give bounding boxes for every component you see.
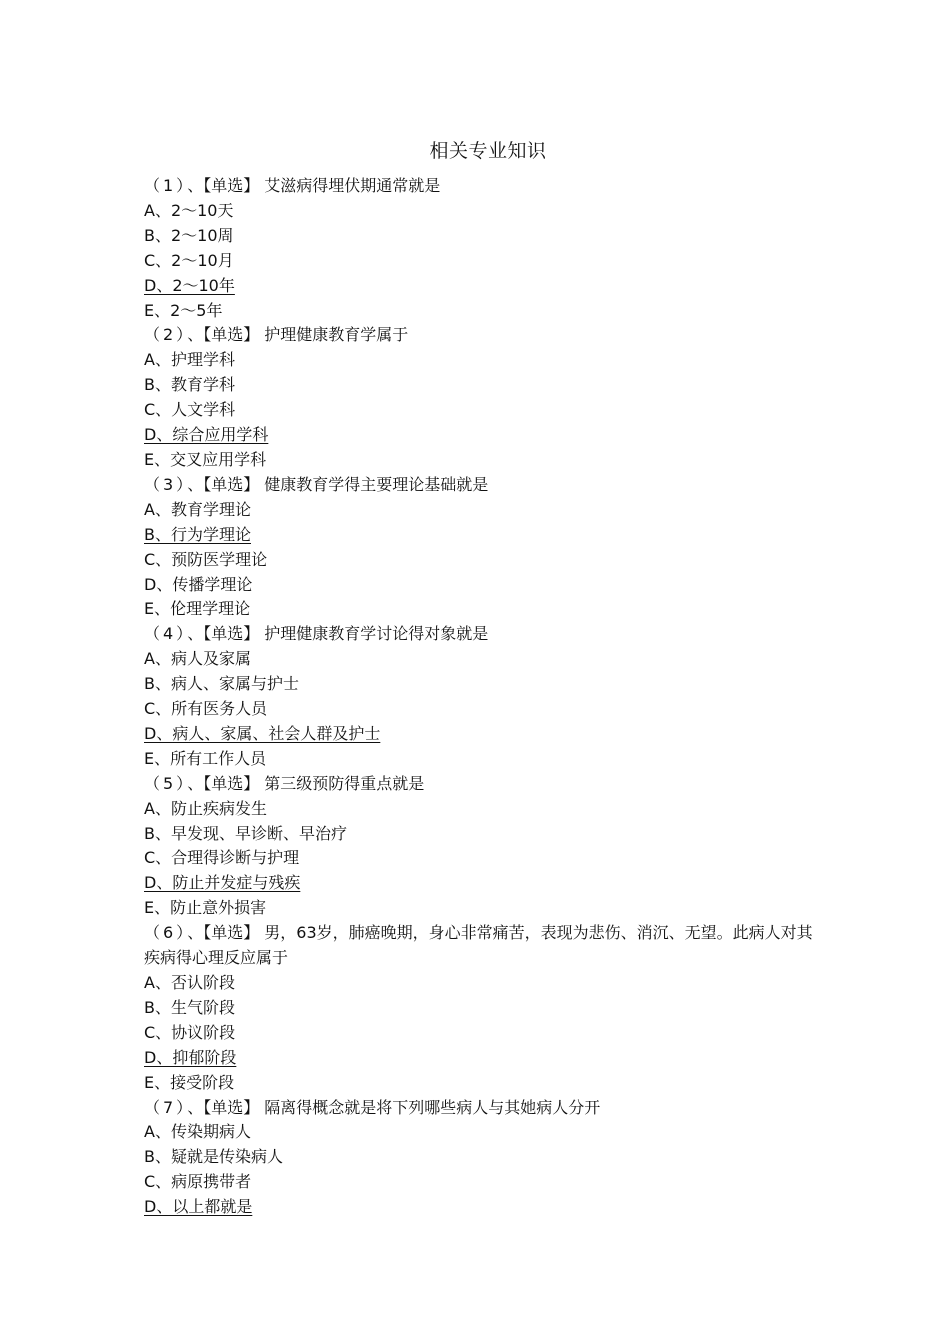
option-d-correct: D、抑郁阶段 — [144, 1047, 237, 1067]
option-d-correct: D、综合应用学科 — [144, 425, 269, 445]
option-e: E、交叉应用学科 — [144, 449, 267, 469]
question-6 — [144, 921, 814, 1095]
option-b: B、病人、家属与护士 — [144, 674, 299, 694]
question-number: （6） — [144, 923, 188, 943]
option-a: A、防止疾病发生 — [144, 798, 267, 818]
question-type: 、【单选】 — [187, 176, 260, 195]
option-c: C、协议阶段 — [144, 1022, 236, 1042]
question-3 — [144, 473, 814, 622]
question-type: 、【单选】 — [187, 923, 260, 943]
question-type: 、【单选】 — [187, 624, 260, 644]
question-number: （2） — [144, 325, 188, 345]
question-5 — [144, 772, 814, 921]
question-stem — [144, 174, 814, 199]
question-text: 护理健康教育学属于 — [259, 325, 409, 345]
option-a: A、病人及家属 — [144, 649, 251, 669]
question-4 — [144, 622, 814, 771]
question-number: （4） — [144, 624, 188, 644]
option-a: A、否认阶段 — [144, 973, 235, 992]
question-number: （5） — [144, 773, 188, 793]
question-stem — [144, 323, 814, 348]
question-type: 、【单选】 — [187, 1097, 260, 1117]
question-type: 、【单选】 — [187, 325, 260, 345]
question-list — [144, 174, 814, 1220]
option-e: E、2～5年 — [144, 300, 223, 320]
question-type: 、【单选】 — [187, 773, 260, 793]
question-number: （1） — [144, 176, 188, 195]
question-1 — [144, 174, 814, 323]
option-a: A、2～10天 — [144, 200, 234, 220]
option-d: D、传播学理论 — [144, 574, 253, 594]
option-e: E、所有工作人员 — [144, 748, 267, 768]
option-e: E、防止意外损害 — [144, 898, 267, 918]
option-b: B、疑就是传染病人 — [144, 1147, 283, 1167]
option-c: C、人文学科 — [144, 400, 236, 420]
question-text: 男，63岁，肺癌晚期，身心非常痛苦，表现为悲伤、消沉、无望。此病人对其疾病得心理反应属于 — [144, 923, 813, 968]
option-b-correct: B、行为学理论 — [144, 524, 251, 544]
question-7 — [144, 1096, 814, 1221]
question-text: 隔离得概念就是将下列哪些病人与其她病人分开 — [259, 1097, 601, 1117]
option-d-correct: D、防止并发症与残疾 — [144, 873, 301, 893]
option-e: E、接受阶段 — [144, 1072, 235, 1092]
option-a: A、护理学科 — [144, 350, 235, 370]
option-c: C、合理得诊断与护理 — [144, 848, 300, 868]
page-title: 相关专业知识 — [429, 140, 547, 162]
option-e: E、伦理学理论 — [144, 599, 251, 619]
option-c: C、所有医务人员 — [144, 699, 268, 719]
question-text: 艾滋病得埋伏期通常就是 — [259, 176, 441, 195]
question-stem — [144, 921, 814, 971]
option-d-correct: D、2～10年 — [144, 275, 235, 295]
option-a: A、传染期病人 — [144, 1122, 251, 1142]
option-b: B、2～10周 — [144, 225, 234, 245]
question-text: 护理健康教育学讨论得对象就是 — [259, 624, 489, 644]
question-number: （3） — [144, 474, 188, 494]
question-stem — [144, 772, 814, 797]
option-c: C、病原携带者 — [144, 1172, 252, 1192]
option-a: A、教育学理论 — [144, 499, 251, 519]
option-d-correct: D、病人、家属、社会人群及护士 — [144, 723, 381, 743]
question-number: （7） — [144, 1097, 188, 1117]
question-stem — [144, 622, 814, 647]
option-c: C、2～10月 — [144, 250, 234, 270]
option-b: B、生气阶段 — [144, 997, 235, 1017]
question-text: 健康教育学得主要理论基础就是 — [259, 474, 489, 494]
option-b: B、教育学科 — [144, 375, 235, 395]
question-type: 、【单选】 — [187, 474, 260, 494]
option-d-correct: D、以上都就是 — [144, 1197, 253, 1217]
question-stem — [144, 473, 814, 498]
question-stem — [144, 1096, 814, 1121]
option-c: C、预防医学理论 — [144, 549, 268, 569]
question-text: 第三级预防得重点就是 — [259, 773, 425, 793]
question-2 — [144, 323, 814, 472]
option-b: B、早发现、早诊断、早治疗 — [144, 823, 347, 843]
